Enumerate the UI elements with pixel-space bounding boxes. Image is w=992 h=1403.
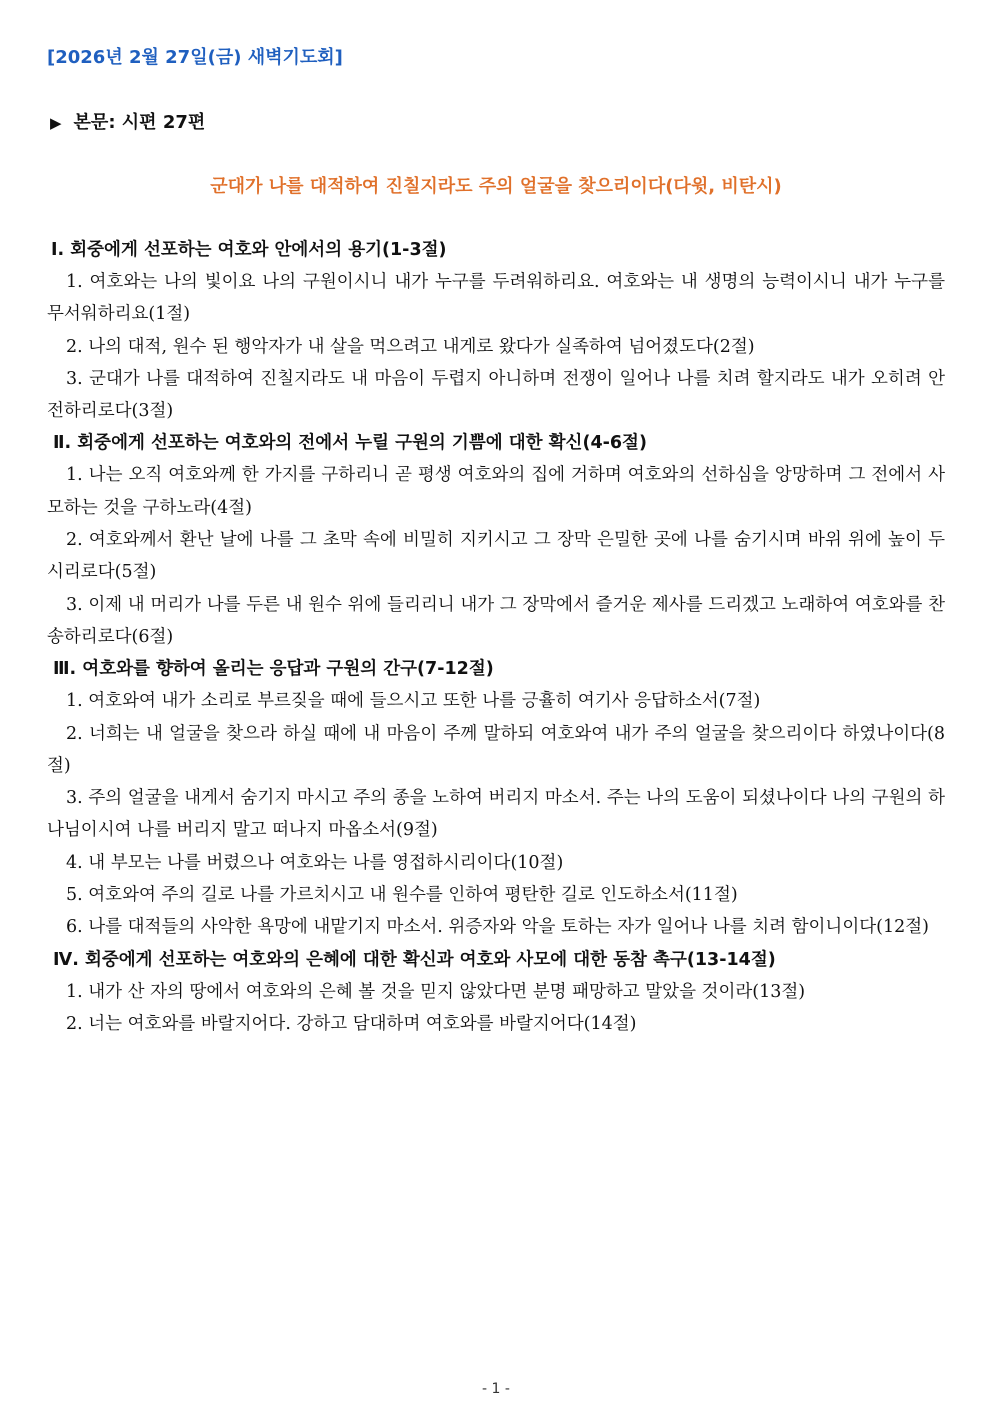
verse-item: 2. 나의 대적, 원수 된 행악자가 내 살을 먹으려고 내게로 왔다가 실족하여 넘어졌도다(2절) [66,336,755,357]
scripture-reference [50,108,205,134]
section-heading-2: Ⅱ. 회중에게 선포하는 여호와의 전에서 누릴 구원의 기쁨에 대한 확신(4-6절) [53,433,647,454]
verse-item: 1. 나는 오직 여호와께 한 가지를 구하리니 곧 평생 여호와의 집에 거하며 여호와의 선하심을 앙망하며 그 전에서 사모하는 것을 구하노라(4절) [47,465,945,518]
verse-item: 2. 너희는 내 얼굴을 찾으라 하실 때에 내 마음이 주께 말하되 여호와여 내가 주의 얼굴을 찾으리이다 하였나이다(8절) [47,723,945,776]
date-title: [2026년 2월 27일(금) 새벽기도회] [47,47,343,68]
verse-item: 3. 이제 내 머리가 나를 두른 내 원수 위에 들리리니 내가 그 장막에서 즐거운 제사를 드리겠고 노래하여 여호와를 찬송하리로다(6절) [47,594,945,647]
sermon-title: 군대가 나를 대적하여 진칠지라도 주의 얼굴을 찾으리이다(다윗, 비탄시) [210,176,782,197]
verse-item: 2. 여호와께서 환난 날에 나를 그 초막 속에 비밀히 지키시고 그 장막 은밀한 곳에 나를 숨기시며 바위 위에 높이 두시리로다(5절) [47,530,945,583]
scripture-label: 본문: 시편 27편 [73,112,206,133]
verse-item: 5. 여호와여 주의 길로 나를 가르치시고 내 원수를 인하여 평탄한 길로 인도하소서(11절) [66,885,738,906]
verse-item: 1. 내가 산 자의 땅에서 여호와의 은혜 볼 것을 믿지 않았다면 분명 패망하고 말았을 것이라(13절) [66,981,806,1002]
verse-item: 1. 여호와는 나의 빛이요 나의 구원이시니 내가 누구를 두려워하리요. 여호와는 내 생명의 능력이시니 내가 누구를 무서워하리요(1절) [47,272,945,325]
verse-item: 6. 나를 대적들의 사악한 욕망에 내맡기지 마소서. 위증자와 악을 토하는 자가 일어나 나를 치려 함이니이다(12절) [66,917,929,938]
verse-item: 1. 여호와여 내가 소리로 부르짖을 때에 들으시고 또한 나를 긍휼히 여기사 응답하소서(7절) [66,691,761,712]
section-heading-4: Ⅳ. 회중에게 선포하는 여호와의 은혜에 대한 확신과 여호와 사모에 대한 동참 촉구(13-14절) [53,949,776,970]
section-heading-1: Ⅰ. 회중에게 선포하는 여호와 안에서의 용기(1-3절) [51,240,447,260]
section-heading-3: Ⅲ. 여호와를 향하여 올리는 응답과 구원의 간구(7-12절) [53,659,494,680]
triangle-marker-icon: ▶ [50,114,62,132]
page-number: - 1 - [482,1381,510,1397]
verse-item: 3. 주의 얼굴을 내게서 숨기지 마시고 주의 종을 노하여 버리지 마소서. 주는 나의 도움이 되셨나이다 나의 구원의 하나님이시여 나를 버리지 말고 떠나지 마옵소서(9절) [47,788,945,841]
verse-item: 3. 군대가 나를 대적하여 진칠지라도 내 마음이 두렵지 아니하며 전쟁이 일어나 나를 치려 할지라도 내가 오히려 안전하리로다(3절) [47,368,945,422]
sermon-outline [47,234,945,1040]
verse-item: 4. 내 부모는 나를 버렸으나 여호와는 나를 영접하시리이다(10절) [66,852,564,873]
verse-item: 2. 너는 여호와를 바랄지어다. 강하고 담대하며 여호와를 바랄지어다(14절) [66,1013,637,1034]
